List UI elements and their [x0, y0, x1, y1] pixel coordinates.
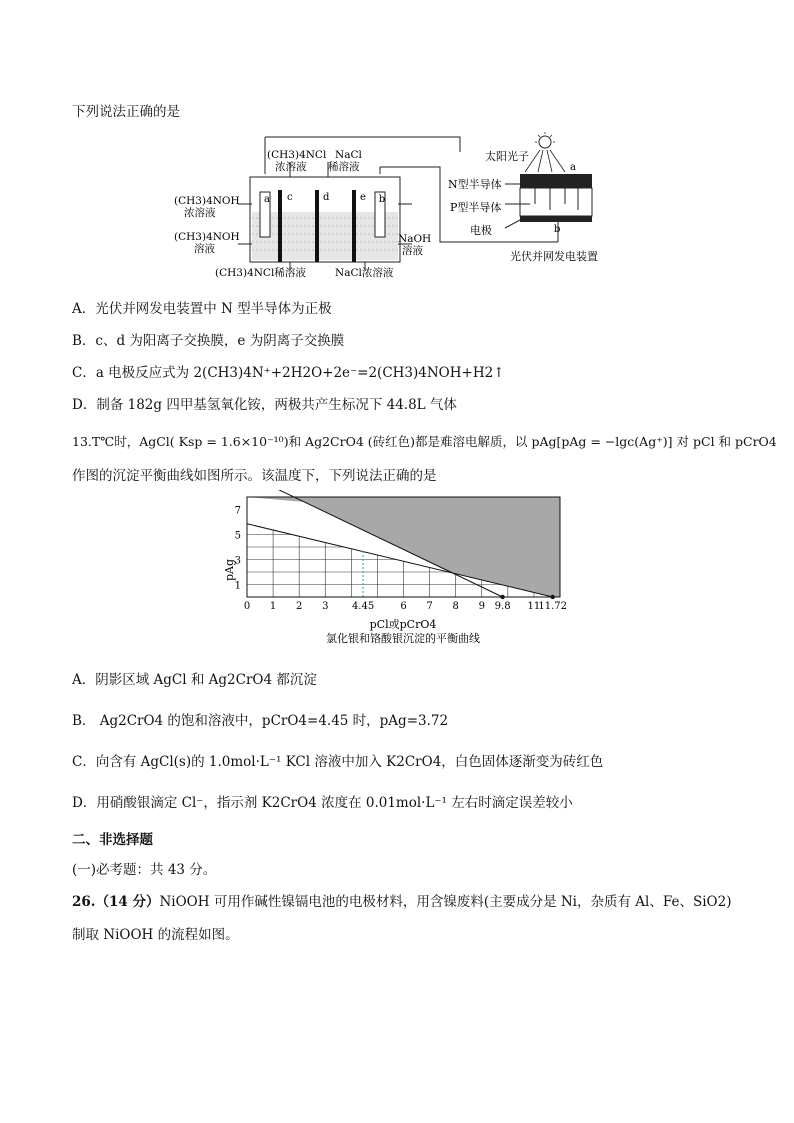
top-left-label-1: (CH3)4NCl	[267, 149, 327, 161]
membrane-c-label: c	[287, 192, 293, 203]
electrode-a-label: a	[264, 194, 270, 205]
chart-x-tick-label: 0	[243, 601, 251, 612]
electrode-b-label: b	[378, 194, 386, 205]
electrolysis-diagram	[160, 132, 630, 282]
n-semiconductor-label: N型半导体	[448, 178, 502, 191]
chart-x-tick-label: 9.8	[494, 601, 511, 612]
chart-x-tick-label: 8	[452, 601, 459, 612]
q13-option-a: A．阴影区域 AgCl 和 Ag2CrO4 都沉淀	[72, 672, 317, 688]
q13-option-b: B． Ag2CrO4 的饱和溶液中，pCrO4=4.45 时，pAg=3.72	[72, 713, 449, 729]
left-label-2b: 溶液	[194, 243, 215, 255]
q12-option-d: D．制备 182g 四甲基氢氧化铵，两极共产生标况下 44.8L 气体	[72, 397, 457, 413]
pv-caption: 光伏并网发电装置	[510, 250, 598, 263]
chart-x-axis-label: pCl或pCrO4	[369, 618, 437, 631]
chart-x-tick-label: 11.72	[538, 601, 568, 612]
chart-x-tick-label: 3	[322, 601, 329, 612]
chart-x-tick-label: 1	[269, 601, 277, 612]
solar-label: 太阳光子	[485, 150, 529, 163]
pv-electrode-label: 电极	[470, 224, 492, 237]
left-label-1a: (CH3)4NOH	[174, 195, 240, 207]
q26-line-2: 制取 NiOOH 的流程如图。	[72, 927, 239, 943]
q12-option-b: B．c、d 为阳离子交换膜，e 为阴离子交换膜	[72, 333, 345, 349]
q26-number: 26.（14 分）	[72, 894, 160, 910]
chart-x-tick-label: 6	[400, 601, 407, 612]
top-mid-label-2: 稀溶液	[328, 161, 360, 173]
pv-b-label: b	[554, 224, 561, 235]
chart-x-tick-label: 11	[527, 601, 541, 612]
chart-y-tick-label: 5	[234, 530, 241, 542]
chart-y-axis-label: pAg	[223, 558, 236, 582]
membrane-d-label: d	[323, 192, 330, 203]
question-intro: 下列说法正确的是	[72, 104, 180, 120]
q13-stem-line-1: 13.T℃时，AgCl( Ksp = 1.6×10⁻¹⁰)和 Ag2CrO4 (砖红色)都是难溶电解质，以 pAg[pAg = −lgc(Ag⁺)] 对 pCl 和 pCrO4	[72, 434, 777, 449]
right-label-2: 溶液	[402, 245, 423, 257]
precipitation-equilibrium-chart	[215, 490, 585, 650]
left-label-1b: 浓溶液	[184, 207, 216, 219]
chart-y-tick-label: 3	[234, 555, 241, 567]
section-title: 二、非选择题	[72, 832, 153, 848]
top-left-label-2: 浓溶液	[275, 161, 307, 173]
chart-x-tick-label: 9	[478, 601, 485, 612]
chart-x-tick-label: 7	[426, 601, 433, 612]
q12-option-a: A．光伏并网发电装置中 N 型半导体为正极	[72, 301, 332, 317]
membrane-e-label: e	[360, 192, 366, 203]
chart-y-tick-label: 7	[234, 505, 241, 517]
section-subtitle: (一)必考题：共 43 分。	[72, 862, 217, 878]
bottom-right-label: NaCl浓溶液	[335, 267, 394, 279]
q13-option-d: D．用硝酸银滴定 Cl⁻，指示剂 K2CrO4 浓度在 0.01mol·L⁻¹ 左右时滴定误差较小	[72, 795, 573, 811]
q12-option-c: C．a 电极反应式为 2(CH3)4N⁺+2H2O+2e⁻=2(CH3)4NOH+H2↑	[72, 365, 505, 381]
chart-x-tick-label: 2	[295, 601, 303, 612]
pv-a-label: a	[570, 162, 576, 173]
p-semiconductor-label: P型半导体	[450, 201, 502, 214]
q13-stem-line-2: 作图的沉淀平衡曲线如图所示。该温度下，下列说法正确的是	[72, 468, 437, 484]
q13-option-c: C．向含有 AgCl(s)的 1.0mol·L⁻¹ KCl 溶液中加入 K2CrO4，白色固体逐渐变为砖红色	[72, 754, 604, 770]
chart-x-tick-label: 4.45	[351, 601, 375, 612]
q26-line-1: NiOOH 可用作碱性镍镉电池的电极材料，用含镍废料(主要成分是 Ni，杂质有 Al、Fe、SiO2)	[159, 894, 732, 910]
bottom-left-label: (CH3)4NCl稀溶液	[215, 267, 306, 279]
chart-y-tick-label: 1	[234, 580, 241, 592]
left-label-2a: (CH3)4NOH	[174, 231, 240, 243]
top-mid-label-1: NaCl	[335, 149, 362, 161]
sun-icon	[539, 136, 551, 148]
chart-caption: 氯化银和铬酸银沉淀的平衡曲线	[326, 632, 480, 645]
right-label-1: NaOH	[398, 233, 432, 245]
